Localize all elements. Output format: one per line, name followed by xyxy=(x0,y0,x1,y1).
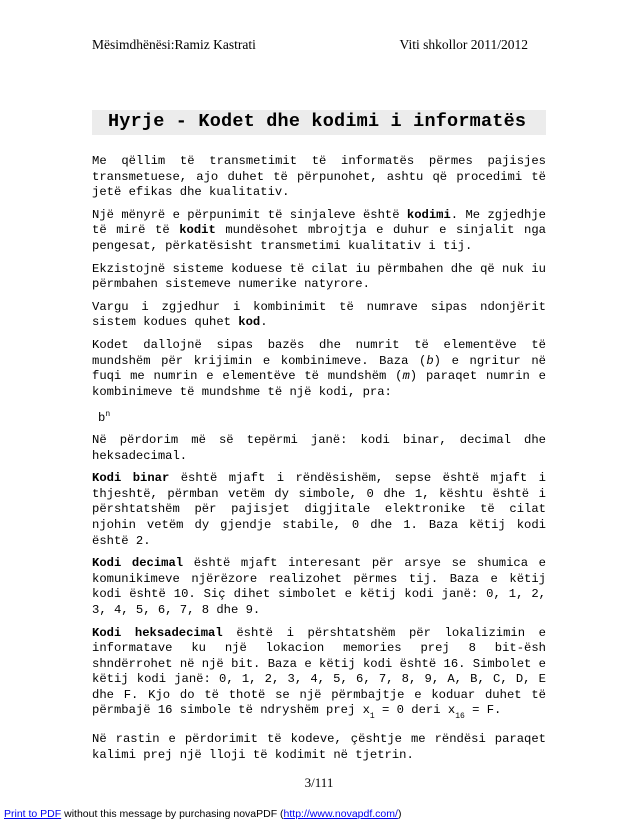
print-to-pdf-link[interactable]: Print to PDF xyxy=(4,808,62,820)
term-kodimi: kodimi xyxy=(406,207,451,222)
subscript-1: 1 xyxy=(369,712,375,722)
formula-exponent: n xyxy=(105,410,111,420)
paragraph-sisteme: Ekzistojnë sisteme koduese të cilat iu përmbahen dhe që nuk iu përmbahen sistemeve numerike natyrore. xyxy=(92,261,546,292)
paragraph-kodi-heksadecimal: Kodi heksadecimal është i përshtatshëm për lokalizimin e informatave ku një lokacion memories prej 8 bit-ësh shndërrohet në një bit. Baza e këtij kodi është 16. Simbolet e këtij kodi janë: 0, 1, 2, 3, 4, 5, 6, 7, 8, 9, A, B, C, D, E dhe F. Kjo do të thotë se një përmbajtje e koduar duhet të përmbajë 16 simbole të ndryshëm prej $x_1 = 0$ deri $x_{16} = F$. xyxy=(92,625,546,722)
term-kodi-decimal: Kodi decimal xyxy=(92,556,184,571)
paragraph-kalimi: Në rastin e përdorimit të kodeve, çështje me rëndësi paraqet kalimi prej një lloji të kodimit në tjetrin. xyxy=(92,732,546,762)
subscript-16: 16 xyxy=(455,712,465,722)
term-kod: kod xyxy=(238,315,261,330)
symbol-b: b xyxy=(426,353,434,368)
novapdf-footer: Print to PDF without this message by purchasing novaPDF (http://www.novapdf.com/) xyxy=(4,808,402,820)
document-body xyxy=(92,154,546,770)
formula: $b^n$ xyxy=(98,410,111,426)
paragraph-kodi-decimal: Kodi decimal është mjaft interesant për arsye se shumica e komunikimeve njërëzore realizohet përmes tij. Baza e këtij kodi është 10. Siç dihet simbolet e këtij kodi janë: 0, 1, 2, 3, 4, 5, 6, 7, 8 dhe 9. xyxy=(92,556,546,617)
paragraph-intro: Me qëllim të transmetimit të informatës përmes pajisjes transmetuese, ajo duhet të përpunohet, ashtu që procedimi të jetë efikas dhe kualitativ. xyxy=(92,154,546,200)
header-author: Mësimdhënësi:Ramiz Kastrati xyxy=(92,37,256,52)
header-school-year: Viti shkollor 2011/2012 xyxy=(399,37,528,52)
symbol-m: m xyxy=(402,369,410,384)
paragraph-baza: Kodet dallojnë sipas bazës dhe numrit të elementëve të mundshëm për krijimin e kombinimeve. Baza (b) e ngritur në fuqi me numrin e elementëve të mundshëm (m) paraqet numrin e kombinimeve të mundshme të një kodi, pra: xyxy=(92,337,546,399)
paragraph-kodimi: Një mënyrë e përpunimit të sinjaleve është kodimi. Me zgjedhje të mirë të kodit mundësohet mbrojtja e duhur e sinjalit nga pengesat, përkatësisht transmetimi kualitativ i tij. xyxy=(92,207,546,253)
page-number: 3/111 xyxy=(304,775,334,790)
paragraph-kod: Vargu i zgjedhur i kombinimit të numrave sipas ndonjërit sistem kodues quhet kod. xyxy=(92,299,546,330)
paragraph-kodi-binar: Kodi binar është mjaft i rëndësishëm, sepse është mjaft i thjeshtë, përmban vetëm dy simbole, 0 dhe 1, kështu është i përshtatshëm për pajisjet digjitale elektronike të cilat njohin vetëm dy gjendje stabile, 0 dhe 1. Baza këtij kodi është 2. xyxy=(92,471,546,548)
term-kodi-heksadecimal: Kodi heksadecimal xyxy=(92,625,223,640)
novapdf-url-link[interactable]: http://www.novapdf.com/ xyxy=(283,808,398,820)
page-title: Hyrje - Kodet dhe kodimi i informatës xyxy=(108,111,527,132)
term-kodi-binar: Kodi binar xyxy=(92,471,170,486)
paragraph-perdorim: Në përdorim më së tepërmi janë: kodi binar, decimal dhe heksadecimal. xyxy=(92,432,546,463)
term-kodit: kodit xyxy=(179,223,216,238)
